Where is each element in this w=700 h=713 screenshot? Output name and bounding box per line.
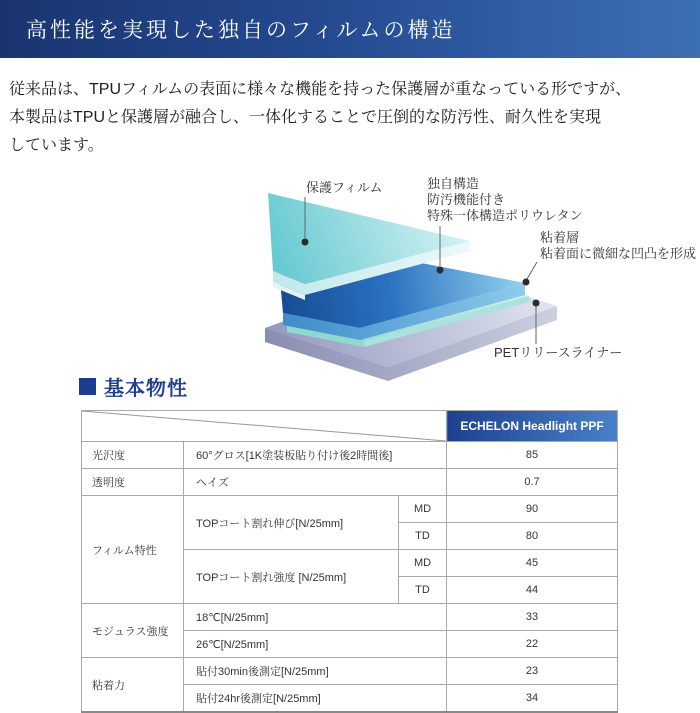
- cell-value: 33: [447, 604, 618, 631]
- intro-line-3: しています。: [9, 137, 104, 154]
- table-row: [82, 442, 618, 469]
- heading-square-icon: [79, 378, 96, 395]
- intro-line-1: 従来品は、TPUフィルムの表面に様々な機能を持った保護層が重なっている形ですが、: [9, 81, 632, 98]
- cell-category: 光沢度: [82, 442, 184, 469]
- diagonal-line: [82, 411, 446, 441]
- cell-direction: MD: [399, 496, 447, 523]
- cell-value: 44: [447, 577, 618, 604]
- cell-test: 60°グロス[1K塗装板貼り付け後2時間後]: [184, 442, 447, 469]
- basic-properties-table: [81, 410, 618, 713]
- cell-test: 26℃[N/25mm]: [184, 631, 447, 658]
- cell-test: ヘイズ: [184, 469, 447, 496]
- cell-value: 23: [447, 658, 618, 685]
- cell-test: 貼付30min後測定[N/25mm]: [184, 658, 447, 685]
- cell-direction: TD: [399, 577, 447, 604]
- cell-category: フィルム特性: [82, 496, 184, 604]
- cell-value: 90: [447, 496, 618, 523]
- cell-category: 粘着力: [82, 658, 184, 713]
- intro-line-2: 本製品はTPUと保護層が融合し、一体化することで圧倒的な防汚性、耐久性を実現: [9, 109, 602, 126]
- table-header-empty-cell: [82, 411, 447, 442]
- label-structure-3: 特殊一体構造ポリウレタン: [427, 208, 583, 223]
- cell-test: TOPコート割れ強度 [N/25mm]: [184, 550, 399, 604]
- label-adhesive-1: 粘着層: [540, 230, 580, 245]
- cell-value: 80: [447, 523, 618, 550]
- table-header-row: [82, 411, 618, 442]
- cell-category: 透明度: [82, 469, 184, 496]
- label-pet-liner: PETリリースライナー: [494, 345, 623, 360]
- label-structure-1: 独自構造: [427, 176, 480, 191]
- cell-test: 貼付24hr後測定[N/25mm]: [184, 685, 447, 713]
- label-structure-2: 防汚機能付き: [427, 192, 506, 207]
- label-adhesive-2: 粘着面に微細な凹凸を形成: [540, 246, 697, 261]
- cell-direction: MD: [399, 550, 447, 577]
- intro-paragraph: [9, 76, 695, 160]
- label-protective-film: 保護フィルム: [306, 180, 383, 195]
- cell-direction: TD: [399, 523, 447, 550]
- cell-category: モジュラス強度: [82, 604, 184, 658]
- cell-value: 0.7: [447, 469, 618, 496]
- section-heading: [79, 372, 188, 401]
- banner-title: 高性能を実現した独自のフィルムの構造: [26, 18, 456, 42]
- cell-value: 85: [447, 442, 618, 469]
- cell-value: 45: [447, 550, 618, 577]
- table-row: [82, 604, 618, 631]
- cell-test: 18℃[N/25mm]: [184, 604, 447, 631]
- cell-test: TOPコート割れ伸び[N/25mm]: [184, 496, 399, 550]
- film-structure-diagram: [0, 170, 700, 385]
- cell-value: 22: [447, 631, 618, 658]
- table-header-product: ECHELON Headlight PPF: [447, 411, 618, 442]
- table-row: [82, 496, 618, 523]
- page-banner: [0, 0, 700, 58]
- heading-text: 基本物性: [104, 378, 188, 400]
- table-row: [82, 658, 618, 685]
- cell-value: 34: [447, 685, 618, 713]
- table-row: [82, 469, 618, 496]
